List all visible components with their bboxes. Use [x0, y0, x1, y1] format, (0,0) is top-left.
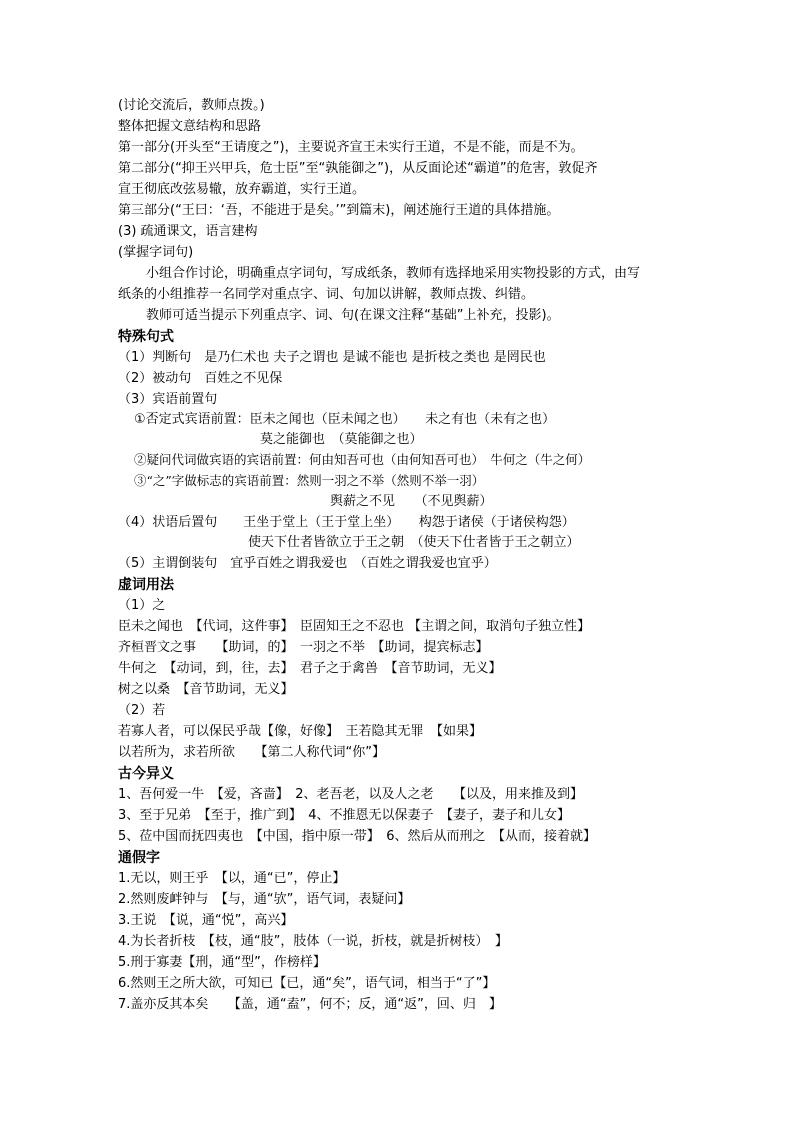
passive-sentences: （2）被动句 百姓之不见保 — [118, 371, 283, 386]
interrogative-object-preposition: ②疑问代词做宾语的宾语前置：何由知吾可也（由何知吾可也） 牛何之（牛之何） — [134, 452, 591, 467]
tongjia-7: 7.盖亦反其本矣 【盖，通“盍”，何不；反，通“返”，回、归 】 — [118, 997, 502, 1012]
paragraph-one-a: 小组合作讨论，明确重点字词句，写成纸条，教师有选择地采用实物投影的方式，由写 — [146, 266, 641, 281]
special-sentence-heading: 特殊句式 — [118, 329, 174, 345]
part-two-line-b: 宣王彻底改弦易辙，放弃霸道，实行王道。 — [118, 182, 366, 197]
ruo-usage-1: 若寡人者，可以保民乎哉【像，好像】 王若隐其无罪 【如果】 — [118, 724, 483, 739]
ancient-modern-heading: 古今异义 — [118, 766, 174, 782]
object-preposition-heading: （3）宾语前置句 — [118, 392, 218, 407]
structure-heading: 整体把握文意结构和思路 — [118, 119, 262, 134]
ancient-modern-2: 3、至于兄弟 【至于，推广到】 4、不推恩无以保妻子 【妻子，妻子和儿女】 — [118, 808, 571, 823]
zhi-usage-1: 臣未之闻也 【代词，这件事】 臣固知王之不忍也 【主谓之间，取消句子独立性】 — [118, 619, 591, 634]
part-one: 第一部分(开头至“王请度之”)，主要说齐宣王未实行王道，不是不能，而是不为。 — [118, 140, 584, 155]
grasp-note: (掌握字词句) — [118, 245, 194, 260]
tongjia-2: 2.然则废衅钟与 【与，通“欤”，语气词，表疑问】 — [118, 892, 411, 907]
negative-object-preposition-cont: 莫之能御也 （莫能御之也） — [260, 432, 423, 447]
part-three: 第三部分(“王曰：‘吾，不能进于是矣。’”到篇末)，阐述施行王道的具体措施。 — [118, 203, 560, 218]
part-two-line-a: 第二部分(“抑王兴甲兵，危士臣”至“孰能御之”)，从反面论述“霸道”的危害，敦促齐 — [118, 161, 598, 176]
intro-line: (讨论交流后，教师点拨。) — [118, 98, 265, 113]
tongjia-1: 1.无以，则王乎 【以，通“已”，停止】 — [118, 871, 346, 886]
tongjia-4: 4.为长者折枝 【枝，通“肢”，肢体（一说，折枝，就是折树枝） 】 — [118, 934, 508, 949]
tongjia-3: 3.王说 【说，通“悦”，高兴】 — [118, 913, 294, 928]
ruo-usage-2: 以若所为，求若所欲 【第二人称代词“你”】 — [118, 745, 385, 760]
zhi-usage-4: 树之以桑 【音节助词，无义】 — [118, 682, 294, 697]
paragraph-one-b: 纸条的小组推荐一名同学对重点字、词、句加以讲解，教师点拨、纠错。 — [118, 287, 535, 302]
tongjia-6: 6.然则王之所大欲，可知已【已，通“矣”，语气词，相当于“了”】 — [118, 976, 496, 991]
adverbial-postposition-cont: 使天下仕者皆欲立于王之朝 （使天下仕者皆于王之朝立） — [248, 535, 580, 550]
zhi-marker-object-preposition: ③“之”字做标志的宾语前置：然则一羽之不举（然则不举一羽） — [134, 473, 485, 488]
zhi-usage-2: 齐桓晋文之事 【助词，的】 一羽之不举 【助词，提宾标志】 — [118, 640, 489, 655]
tongjia-heading: 通假字 — [118, 850, 160, 866]
tongjia-5: 5.刑于寡妻【刑，通“型”，作榜样】 — [118, 955, 326, 970]
paragraph-two: 教师可适当提示下列重点字、词、句(在课文注释“基础”上补充，投影)。 — [146, 308, 560, 323]
zhi-usage-3: 牛何之 【动词，到，往，去】 君子之于禽兽 【音节助词，无义】 — [118, 661, 502, 676]
step-three: (3) 疏通课文，语言建构 — [118, 224, 258, 239]
ancient-modern-3: 5、莅中国而抚四夷也 【中国，指中原一带】 6、然后从而刑之 【从而，接着就】 — [118, 829, 597, 844]
ruo-heading: （2）若 — [118, 703, 166, 718]
negative-object-preposition: ①否定式宾语前置：臣未之闻也（臣未闻之也） 未之有也（未有之也） — [134, 412, 556, 427]
adverbial-postposition: （4）状语后置句 王坐于堂上（王于堂上坐） 构怨于诸侯（于诸侯构怨） — [118, 515, 575, 530]
ancient-modern-1: 1、吾何爱一牛 【爱，吝啬】 2、老吾老，以及人之老 【以及，用来推及到】 — [118, 787, 584, 802]
judgment-sentences: （1）判断句 是乃仁术也 夫子之谓也 是诚不能也 是折枝之类也 是罔民也 — [118, 350, 546, 365]
subject-predicate-inversion: （5）主谓倒装句 宜乎百姓之谓我爱也 （百姓之谓我爱也宜乎） — [118, 556, 497, 571]
function-word-heading: 虚词用法 — [118, 577, 174, 593]
zhi-heading: （1）之 — [118, 598, 166, 613]
zhi-marker-object-preposition-cont: 舆薪之不见 （不见舆薪） — [330, 494, 493, 509]
